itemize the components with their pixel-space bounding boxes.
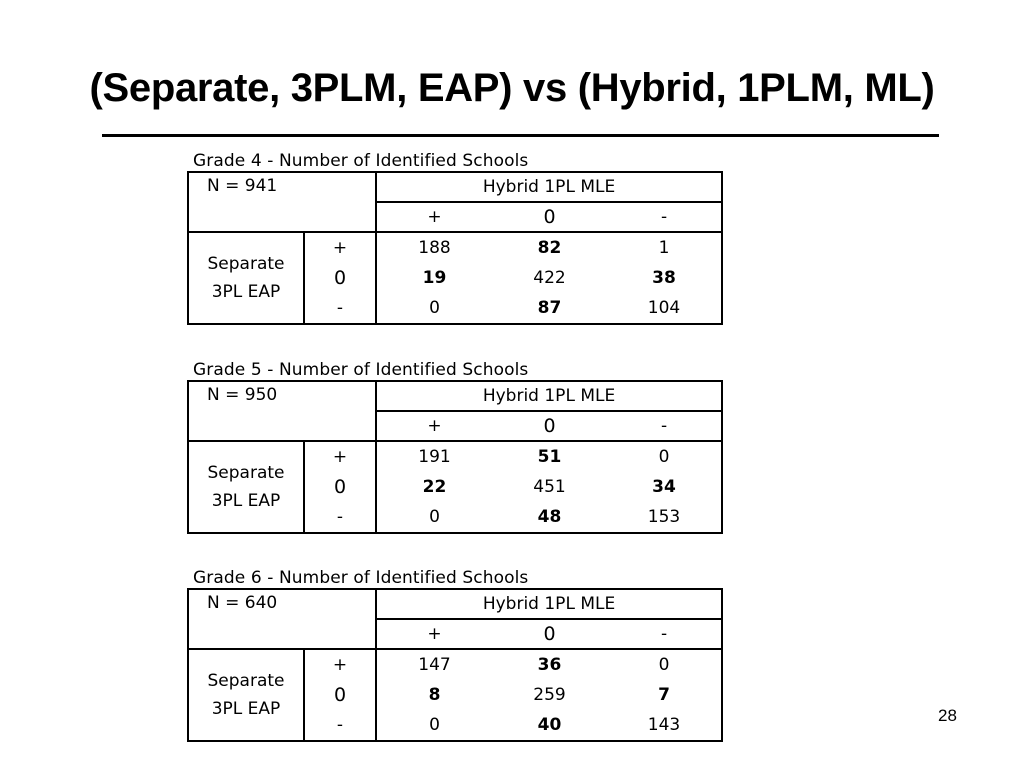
table-cell: 19 bbox=[422, 268, 447, 288]
table-cell: 104 bbox=[607, 293, 722, 324]
row-sign: + bbox=[304, 441, 376, 472]
table-cell: 147 bbox=[418, 655, 451, 675]
table-cell: 8 bbox=[428, 685, 441, 705]
n-label: N = 941 bbox=[188, 172, 376, 232]
column-sign: 0 bbox=[492, 202, 607, 232]
row-label-line: 3PL EAP bbox=[211, 491, 281, 511]
column-sign: + bbox=[376, 202, 492, 232]
table-cell: 51 bbox=[537, 447, 562, 467]
table-cell: 191 bbox=[418, 447, 451, 467]
table-cell: 0 bbox=[607, 441, 722, 472]
row-sign: - bbox=[304, 710, 376, 741]
table-cell: 188 bbox=[418, 238, 451, 258]
row-sign: - bbox=[304, 293, 376, 324]
column-sign: + bbox=[376, 619, 492, 649]
row-label bbox=[188, 232, 304, 324]
n-label: N = 950 bbox=[188, 381, 376, 441]
grade-caption: Grade 5 - Number of Identified Schools bbox=[193, 360, 529, 380]
table-cell: 153 bbox=[607, 502, 722, 533]
column-sign: - bbox=[607, 411, 722, 441]
row-label bbox=[188, 441, 304, 533]
row-sign: 0 bbox=[304, 680, 376, 710]
table-cell: 48 bbox=[492, 502, 607, 533]
table-cell: 36 bbox=[537, 655, 562, 675]
grade-4-block bbox=[187, 151, 721, 325]
page-number: 28 bbox=[938, 706, 957, 725]
row-sign: - bbox=[304, 502, 376, 533]
identified-schools-table bbox=[187, 380, 723, 534]
identified-schools-table bbox=[187, 588, 723, 742]
row-sign: 0 bbox=[304, 472, 376, 502]
row-sign: 0 bbox=[304, 263, 376, 293]
column-sign: - bbox=[607, 619, 722, 649]
column-header: Hybrid 1PL MLE bbox=[376, 172, 722, 202]
row-sign: + bbox=[304, 232, 376, 263]
table-cell: 259 bbox=[533, 685, 566, 705]
table-cell: 40 bbox=[492, 710, 607, 741]
row-label-line: Separate bbox=[207, 671, 285, 691]
row-label-line: Separate bbox=[207, 463, 285, 483]
row-label-line: 3PL EAP bbox=[211, 282, 281, 302]
table-cell: 143 bbox=[607, 710, 722, 741]
grade-caption: Grade 6 - Number of Identified Schools bbox=[193, 568, 529, 588]
table-cell: 0 bbox=[376, 502, 492, 533]
grade-5-block bbox=[187, 360, 721, 534]
row-label-line: 3PL EAP bbox=[211, 699, 281, 719]
n-label: N = 640 bbox=[188, 589, 376, 649]
table-cell: 0 bbox=[376, 710, 492, 741]
table-cell: 1 bbox=[607, 232, 722, 263]
table-cell: 7 bbox=[607, 680, 722, 710]
row-label-line: Separate bbox=[207, 254, 285, 274]
identified-schools-table bbox=[187, 171, 723, 325]
table-cell: 38 bbox=[607, 263, 722, 293]
row-sign: + bbox=[304, 649, 376, 680]
table-cell: 87 bbox=[492, 293, 607, 324]
column-sign: 0 bbox=[492, 411, 607, 441]
grade-6-block bbox=[187, 568, 721, 742]
column-header: Hybrid 1PL MLE bbox=[376, 589, 722, 619]
table-cell: 451 bbox=[533, 477, 566, 497]
grade-caption: Grade 4 - Number of Identified Schools bbox=[193, 151, 529, 171]
table-cell: 422 bbox=[533, 268, 566, 288]
table-cell: 22 bbox=[422, 477, 447, 497]
table-cell: 82 bbox=[537, 238, 562, 258]
table-cell: 34 bbox=[607, 472, 722, 502]
column-sign: - bbox=[607, 202, 722, 232]
column-header: Hybrid 1PL MLE bbox=[376, 381, 722, 411]
table-cell: 0 bbox=[607, 649, 722, 680]
column-sign: + bbox=[376, 411, 492, 441]
column-sign: 0 bbox=[492, 619, 607, 649]
slide-title: (Separate, 3PLM, EAP) vs (Hybrid, 1PLM, ML) bbox=[89, 66, 935, 110]
row-label bbox=[188, 649, 304, 741]
table-cell: 0 bbox=[376, 293, 492, 324]
title-divider bbox=[102, 134, 939, 137]
